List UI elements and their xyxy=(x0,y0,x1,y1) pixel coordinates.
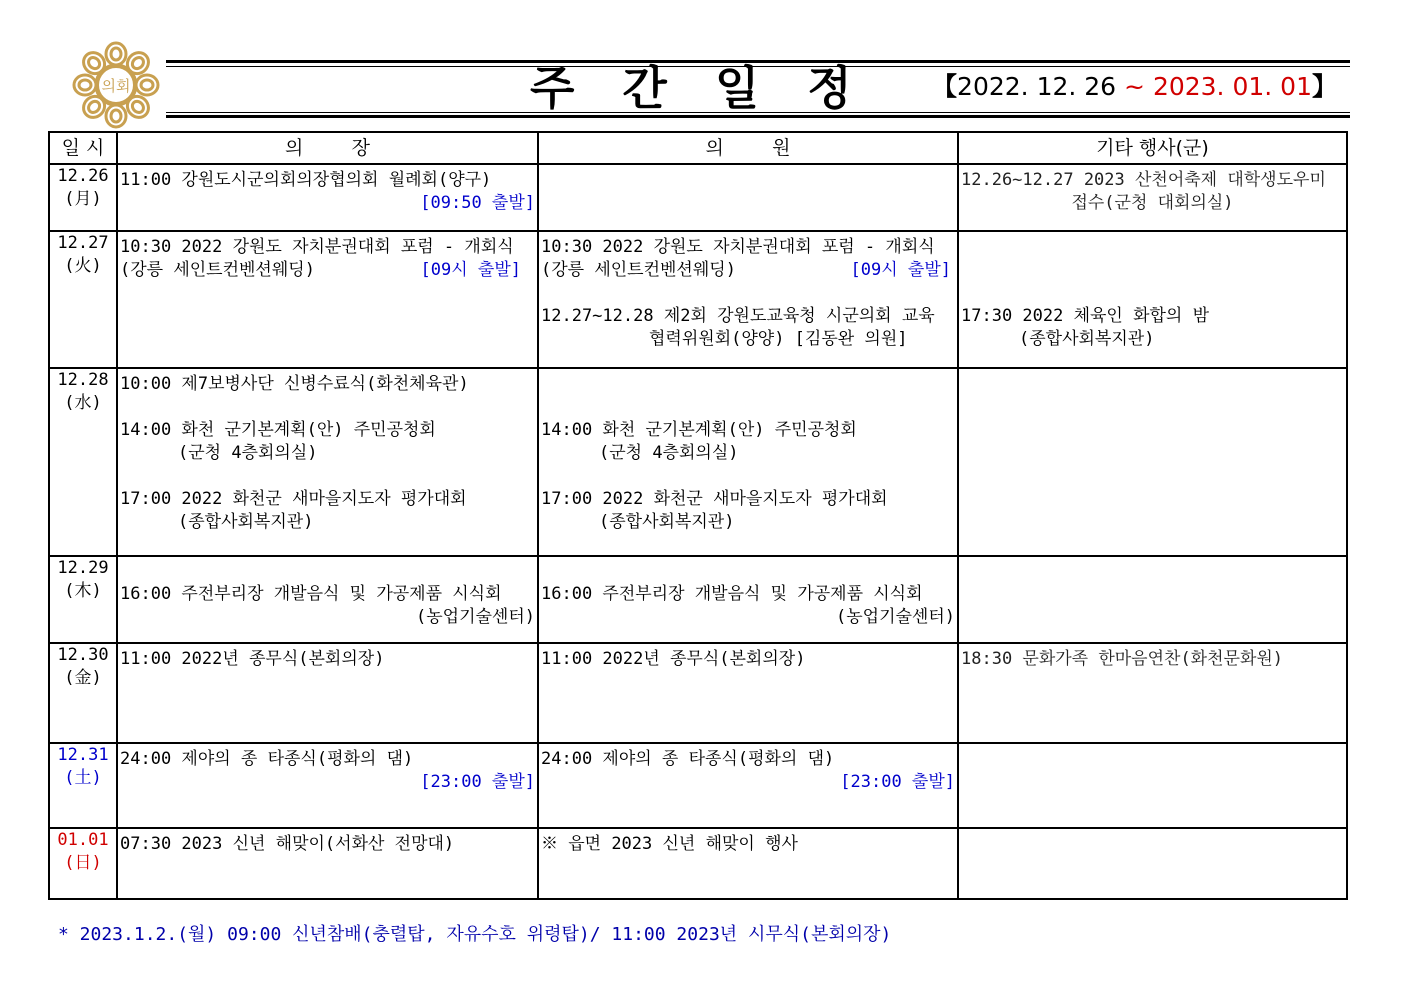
chair-cell: 16:00 주전부리장 개발음식 및 가공제품 시식회 (농업기술센터) xyxy=(117,556,538,643)
other-cell: 18:30 문화가족 한마음연찬(화천문화원) xyxy=(958,643,1347,743)
chair-cell: 07:30 2023 신년 해맞이(서화산 전망대) xyxy=(117,828,538,899)
column-header-chair: 의 장 xyxy=(117,132,538,164)
chair-cell: 11:00 2022년 종무식(본회의장) xyxy=(117,643,538,743)
other-cell xyxy=(958,828,1347,899)
table-row xyxy=(49,556,1347,643)
column-header-other: 기타 행사(군) xyxy=(958,132,1347,164)
date-range: 【2022. 12. 26 ~ 2023. 01. 01】 xyxy=(932,72,1337,101)
chair-cell: 10:30 2022 강원도 자치분권대회 포럼 - 개회식 (강릉 세인트컨벤션웨딩) [09시 출발] xyxy=(117,231,538,368)
date-cell: 01.01 (日) xyxy=(49,828,117,899)
table-row xyxy=(49,743,1347,828)
range-separator: ~ xyxy=(1116,72,1153,101)
other-cell xyxy=(958,368,1347,556)
date-cell: 12.28 (水) xyxy=(49,368,117,556)
chair-cell: 11:00 강원도시군의회의장협의회 월례회(양구) [09:50 출발] xyxy=(117,164,538,231)
table-row xyxy=(49,368,1347,556)
footnote: * 2023.1.2.(월) 09:00 신년참배(충렬탑, 자유수호 위령탑)/ 11:00 2023년 시무식(본회의장) xyxy=(58,924,892,945)
schedule-table xyxy=(48,131,1348,900)
column-header-member: 의 원 xyxy=(538,132,958,164)
council-emblem-icon xyxy=(68,40,164,130)
range-start: 2022. 12. 26 xyxy=(957,72,1117,101)
other-cell xyxy=(958,556,1347,643)
date-cell: 12.31 (土) xyxy=(49,743,117,828)
table-row xyxy=(49,164,1347,231)
logo-text: 의회 xyxy=(101,77,131,95)
table-row xyxy=(49,643,1347,743)
member-cell: ※ 읍면 2023 신년 해맞이 행사 xyxy=(538,828,958,899)
chair-cell: 10:00 제7보병사단 신병수료식(화천체육관) 14:00 화천 군기본계획(안) 주민공청회 (군청 4층회의실) 17:00 2022 화천군 새마을지도자 평가대회 (종합사회복지관) xyxy=(117,368,538,556)
table-row xyxy=(49,231,1347,368)
page-title: 주간일정 xyxy=(530,61,900,115)
chair-cell: 24:00 제야의 종 타종식(평화의 댐) [23:00 출발] xyxy=(117,743,538,828)
other-cell: 17:30 2022 체육인 화합의 밤 (종합사회복지관) xyxy=(958,231,1347,368)
date-cell: 12.27 (火) xyxy=(49,231,117,368)
member-cell: 16:00 주전부리장 개발음식 및 가공제품 시식회 (농업기술센터) xyxy=(538,556,958,643)
member-cell xyxy=(538,164,958,231)
member-cell: 10:30 2022 강원도 자치분권대회 포럼 - 개회식 (강릉 세인트컨벤션웨딩) [09시 출발] 12.27~12.28 제2회 강원도교육청 시군의회 교육 협력위원회(양양) [김동완 의원] xyxy=(538,231,958,368)
range-end: 2023. 01. 01 xyxy=(1152,72,1312,101)
member-cell: 24:00 제야의 종 타종식(평화의 댐) [23:00 출발] xyxy=(538,743,958,828)
date-cell: 12.29 (木) xyxy=(49,556,117,643)
other-cell: 12.26~12.27 2023 산천어축제 대학생도우미 접수(군청 대회의실) xyxy=(958,164,1347,231)
table-header-row xyxy=(49,132,1347,164)
column-header-date: 일 시 xyxy=(49,132,117,164)
table-row xyxy=(49,828,1347,899)
date-cell: 12.30 (金) xyxy=(49,643,117,743)
member-cell: 11:00 2022년 종무식(본회의장) xyxy=(538,643,958,743)
date-cell: 12.26 (月) xyxy=(49,164,117,231)
other-cell xyxy=(958,743,1347,828)
member-cell: 14:00 화천 군기본계획(안) 주민공청회 (군청 4층회의실) 17:00 2022 화천군 새마을지도자 평가대회 (종합사회복지관) xyxy=(538,368,958,556)
